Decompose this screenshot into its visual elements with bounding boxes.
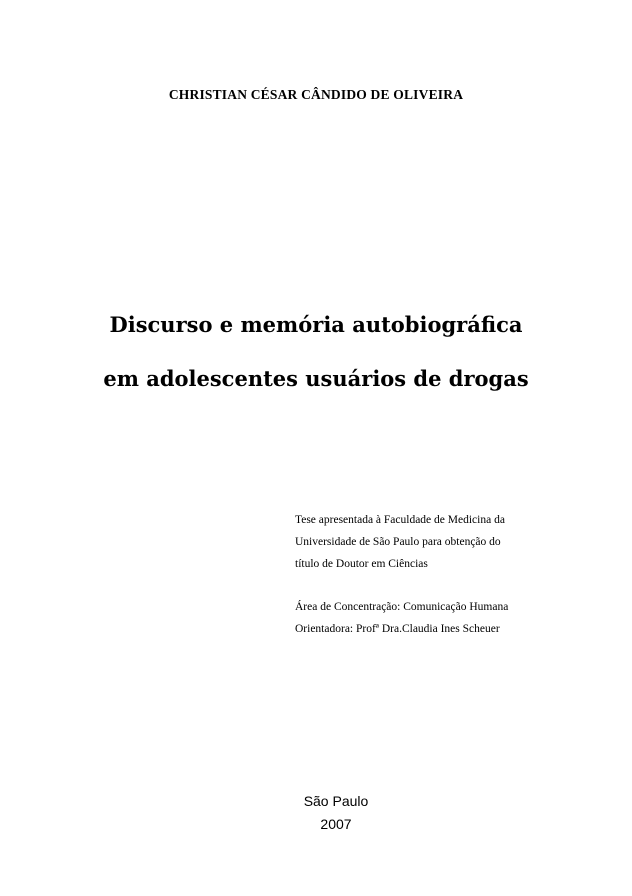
- thesis-title-line-1: Discurso e memória autobiográfica: [109, 312, 523, 337]
- thesis-title-line-2: em adolescentes usuários de drogas: [103, 366, 529, 391]
- thesis-description: [295, 509, 615, 575]
- year: 2007: [320, 816, 352, 832]
- author-name: CHRISTIAN CÉSAR CÂNDIDO DE OLIVEIRA: [168, 87, 464, 102]
- city: São Paulo: [303, 793, 369, 809]
- advisor: Orientadora: Profª Dra.Claudia Ines Scheuer: [295, 623, 500, 635]
- thesis-details: [295, 596, 615, 640]
- concentration-area: Área de Concentração: Comunicação Humana: [295, 601, 509, 613]
- description-line: Tese apresentada à Faculdade de Medicina da: [295, 514, 505, 526]
- description-line: título de Doutor em Ciências: [295, 558, 428, 570]
- description-line: Universidade de São Paulo para obtenção do: [295, 536, 501, 548]
